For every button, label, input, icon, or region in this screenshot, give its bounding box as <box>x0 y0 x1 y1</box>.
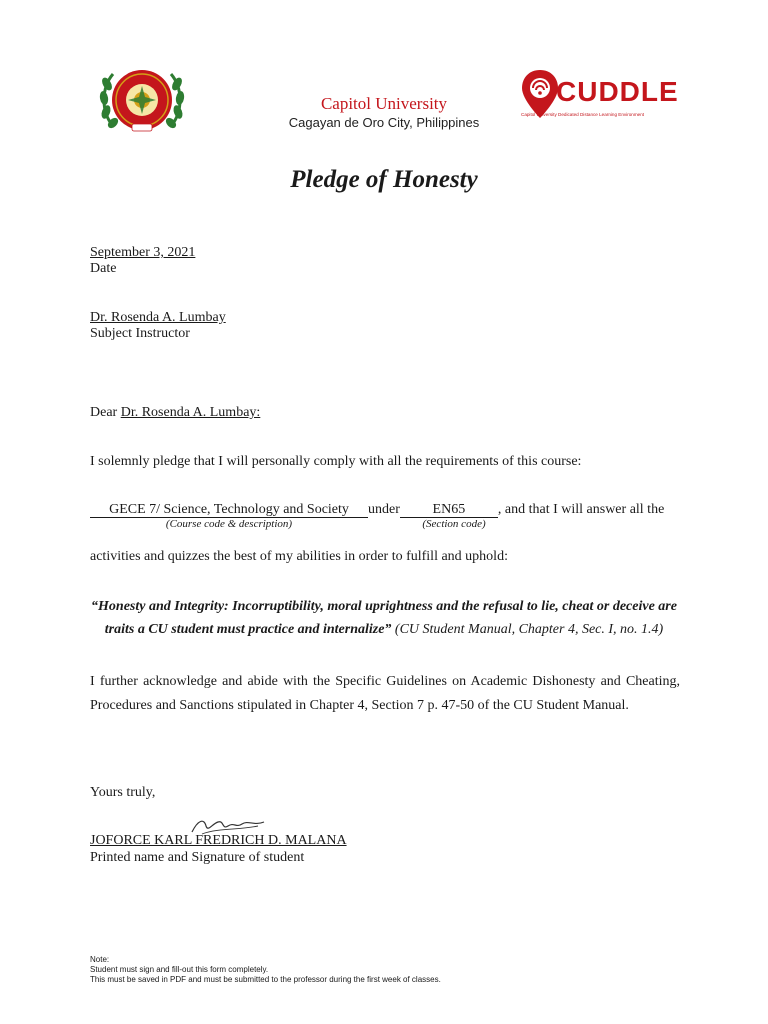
location-pin-wifi-icon <box>522 70 558 118</box>
document-title: Pledge of Honesty <box>290 166 478 193</box>
section-field: EN65 <box>400 502 498 518</box>
student-signature-label: Printed name and Signature of student <box>90 850 305 865</box>
date-label: Date <box>90 261 117 276</box>
course-caption: (Course code & description) <box>165 518 293 530</box>
course-field: GECE 7/ Science, Technology and Society <box>90 502 368 518</box>
instructor-name: Dr. Rosenda A. Lumbay <box>90 310 226 325</box>
student-name: JOFORCE KARL FREDRICH D. MALANA <box>90 833 347 848</box>
course-line-suffix: , and that I will answer all the <box>497 502 665 517</box>
cuddle-tagline: Capitol University Dedicated Distance Learning Environment <box>521 112 645 117</box>
university-location: Cagayan de Oro City, Philippines <box>288 115 480 130</box>
salutation-prefix: Dear <box>90 405 121 420</box>
closing: Yours truly, <box>90 785 156 800</box>
cuddle-wordmark: CUDDLE <box>556 76 679 107</box>
note-block <box>90 955 441 985</box>
quote-line-2: traits a CU student must practice and internalize” <box>104 622 392 637</box>
note-heading: Note: <box>90 955 110 964</box>
note-line-1: Student must sign and fill-out this form completely. <box>90 965 269 974</box>
university-name: Capitol University <box>320 94 448 113</box>
salutation <box>90 405 260 421</box>
date-value: September 3, 2021 <box>90 245 196 260</box>
quote-citation: (CU Student Manual, Chapter 4, Sec. I, no. 1.4) <box>391 622 664 637</box>
honesty-quote <box>80 595 688 641</box>
activities-line: activities and quizzes the best of my abilities in order to fulfill and uphold: <box>90 549 508 564</box>
pledge-intro: I solemnly pledge that I will personally comply with all the requirements of this course: <box>90 454 582 469</box>
note-line-2: This must be saved in PDF and must be submitted to the professor during the first week of classes. <box>90 975 441 984</box>
section-caption: (Section code) <box>422 518 486 530</box>
instructor-label: Subject Instructor <box>90 326 190 341</box>
under-word: under <box>368 502 400 517</box>
cuddle-logo <box>520 68 680 124</box>
salutation-name: Dr. Rosenda A. Lumbay: <box>120 405 261 420</box>
quote-line-1: “Honesty and Integrity: Incorruptibility, moral uprightness and the refusal to lie, cheat or deceive are <box>91 599 677 614</box>
acknowledge-paragraph: I further acknowledge and abide with the Specific Guidelines on Academic Dishonesty and Cheating, Procedures and Sanctions stipulated in Chapter 4, Section 7 p. 47-50 of the CU Student Manual. <box>90 674 680 713</box>
course-line <box>90 502 664 518</box>
